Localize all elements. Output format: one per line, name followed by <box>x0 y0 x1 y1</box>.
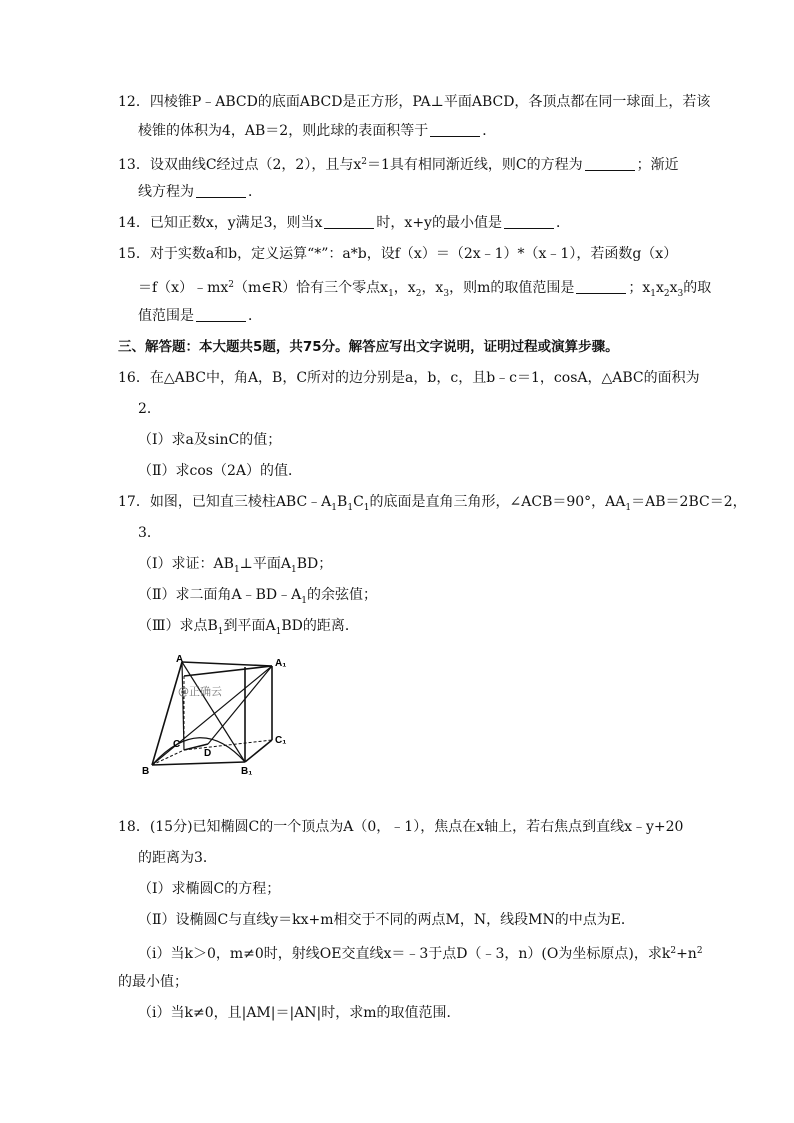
q17-t1e: C <box>353 494 364 510</box>
label-c1: C₁ <box>275 735 287 746</box>
q15-t2l: x <box>656 280 664 296</box>
q15-t2c: （m∈R）恰有三个零点x <box>233 280 389 296</box>
q17-t1h: 1 <box>625 503 632 513</box>
q15-t2o: 3 <box>677 289 684 299</box>
q17-t1a: 17．如图，已知直三棱柱ABC﹣A <box>118 494 332 510</box>
q17-line1 <box>118 492 747 518</box>
q15-t2d: 1 <box>388 289 394 299</box>
q18-part4-text: （i）当k≠0，且|AM|＝|AN|时，求m的取值范围． <box>138 1005 461 1021</box>
edge-d-a1 <box>208 666 272 744</box>
section-heading-text: 三、解答题：本大题共5题，共75分。解答应写出文字说明，证明过程或演算步骤。 <box>118 339 619 355</box>
q13-line1 <box>118 152 679 175</box>
q17-p1c: ⊥平面A <box>239 556 291 572</box>
edge-a-a1 <box>182 662 272 666</box>
q15-t2b: 2 <box>228 280 234 290</box>
q14-x-blank <box>324 214 374 229</box>
q17-p3c: 到平面A <box>223 618 276 634</box>
q13-text2b: ． <box>248 184 262 200</box>
q15-t3a: 值范围是 <box>138 308 194 324</box>
label-b: B <box>142 766 150 777</box>
label-a1: A₁ <box>275 658 287 669</box>
q16-text2: 2． <box>138 401 161 417</box>
q16-line2 <box>138 399 161 419</box>
q18-part2 <box>138 910 635 930</box>
q17-t1i: ＝AB＝2BC＝2， <box>631 494 747 510</box>
q13-text1e: ；渐近 <box>636 157 679 173</box>
q18-part4 <box>138 1003 461 1023</box>
q12-text2a: 棱锥的体积为4，AB＝2，则此球的表面积等于 <box>138 123 429 139</box>
label-a: A <box>176 654 184 665</box>
q15-line2 <box>138 275 711 304</box>
q12-answer-blank <box>430 122 480 137</box>
q14-line <box>118 213 570 233</box>
q17-p1b: 1 <box>233 565 240 575</box>
q17-t1g: 的底面是直角三角形，∠ACB＝90°，AA <box>369 494 626 510</box>
q18-part3 <box>138 941 703 964</box>
q17-t1d: 1 <box>347 503 354 513</box>
section-heading <box>118 337 619 357</box>
q15-text1: 15．对于实数a和b，定义运算“*”：a*b，设f（x）＝（2x﹣1）*（x﹣1），若函数g（x） <box>118 246 678 262</box>
q13-equation-blank <box>585 156 635 171</box>
q13-text2a: 线方程为 <box>138 184 194 200</box>
q17-p2c: 的余弦值； <box>306 587 377 603</box>
q17-p2a: （Ⅱ）求二面角A﹣BD﹣A <box>138 587 302 603</box>
q17-p1a: （Ⅰ）求证：AB <box>138 556 234 572</box>
q17-line2 <box>138 523 161 543</box>
q13-asymptote-blank <box>196 183 246 198</box>
q15-line3 <box>138 306 262 326</box>
q13-exp: 2 <box>361 157 367 167</box>
q15-m-range-blank <box>576 279 626 294</box>
q17-part3 <box>138 616 359 642</box>
q18-line2 <box>138 848 217 868</box>
q18-text2: 的距离为3． <box>138 850 217 866</box>
q18-text1: 18．(15分)已知椭圆C的一个顶点为A（0，﹣1），焦点在x轴上，若右焦点到直线x﹣y+20 <box>118 819 684 835</box>
arc-b-d-b1 <box>152 738 245 765</box>
q18-line1 <box>118 817 683 837</box>
q15-t2g: ，x <box>421 280 444 296</box>
q15-t2p: 的取 <box>683 280 712 296</box>
q18-part2-text: （Ⅱ）设椭圆C与直线y＝kx+m相交于不同的两点M，N，线段MN的中点为E． <box>138 912 635 928</box>
q15-product-range-blank <box>196 307 246 322</box>
watermark: @正确云 <box>178 685 222 698</box>
q18-part3-cont <box>118 972 188 992</box>
q14-text-a: 14．已知正数x，y满足3，则当x <box>118 215 323 231</box>
label-c: C <box>173 739 181 750</box>
q17-t1c: B <box>337 494 348 510</box>
q13-line2 <box>138 182 262 202</box>
q15-t2e: ，x <box>393 280 416 296</box>
q17-p2b: 1 <box>301 596 307 606</box>
q17-part2 <box>138 585 377 611</box>
q18-p3b: 2 <box>670 946 677 956</box>
q17-t1f: 1 <box>363 503 370 513</box>
q12-text1: 12．四棱锥P﹣ABCD的底面ABCD是正方形，PA⊥平面ABCD，各顶点都在同一球面上，若该 <box>118 94 711 110</box>
q17-t1b: 1 <box>331 503 338 513</box>
q15-t2k: 1 <box>650 289 656 299</box>
q15-line1 <box>118 244 677 264</box>
prism-figure <box>140 652 290 777</box>
q16-line1 <box>118 368 700 388</box>
q17-p1d: 1 <box>290 565 297 575</box>
q12-line2 <box>138 121 496 141</box>
q13-x: x <box>353 157 362 173</box>
q17-p3a: （Ⅲ）求点B <box>138 618 218 634</box>
q18-p3d: 2 <box>696 946 703 956</box>
q15-t2a: ＝f（x）﹣mx <box>138 280 229 296</box>
q18-p3c: +n <box>676 946 697 962</box>
q15-t2n: x <box>669 280 678 296</box>
q15-t2h: 3 <box>443 289 450 299</box>
q18-part1 <box>138 879 280 899</box>
q17-p1e: BD； <box>296 556 333 572</box>
edge-c-c1 <box>184 740 272 750</box>
q17-text2: 3． <box>138 525 161 541</box>
label-b1: B₁ <box>241 766 253 777</box>
q16-part1-text: （Ⅰ）求a及sinC的值； <box>138 432 282 448</box>
q14-text-c: ． <box>555 215 570 231</box>
edge-b-b1 <box>152 762 245 765</box>
q14-min-blank <box>504 214 554 229</box>
q16-part2-text: （Ⅱ）求cos（2A）的值． <box>138 463 302 479</box>
q15-t2j: ；x <box>628 280 651 296</box>
q17-p3d: 1 <box>275 627 282 637</box>
edge-b1-c1 <box>245 740 272 762</box>
q16-text1: 16．在△ABC中，角A，B，C所对的边分别是a，b，c，且b﹣c＝1，cosA，△ABC的面积为 <box>118 370 700 386</box>
q15-t2f: 2 <box>415 289 422 299</box>
q18-part1-text: （Ⅰ）求椭圆C的方程； <box>138 881 281 897</box>
edge-a1-top-back <box>184 666 272 676</box>
q14-text-b: 时，x+y的最小值是 <box>376 215 502 231</box>
prism-diagram <box>140 652 290 777</box>
q15-t2m: 2 <box>663 289 670 299</box>
edge-a-b1 <box>182 662 245 762</box>
q17-part1 <box>138 554 332 580</box>
q16-part2 <box>138 461 302 481</box>
q13-text1d: ＝1具有相同渐近线，则C的方程为 <box>366 157 583 173</box>
q12-text2b: ． <box>482 123 497 139</box>
q17-p3b: 1 <box>217 627 224 637</box>
q12-line1 <box>118 92 710 112</box>
q13-text1a: 13．设双曲线C经过点（2，2），且与 <box>118 157 354 173</box>
q17-p3e: BD的距离． <box>281 618 359 634</box>
label-d: D <box>204 748 212 759</box>
q18-part3-cont-text: 的最小值； <box>118 974 188 990</box>
q18-p3a: （i）当k＞0，m≠0时，射线OE交直线x＝﹣3于点D（﹣3，n）(O为坐标原点)，求k <box>138 946 671 962</box>
q15-t3b: ． <box>248 308 262 324</box>
q16-part1 <box>138 430 281 450</box>
edge-b-a1 <box>152 666 272 765</box>
q15-t2i: ，则m的取值范围是 <box>449 280 575 296</box>
